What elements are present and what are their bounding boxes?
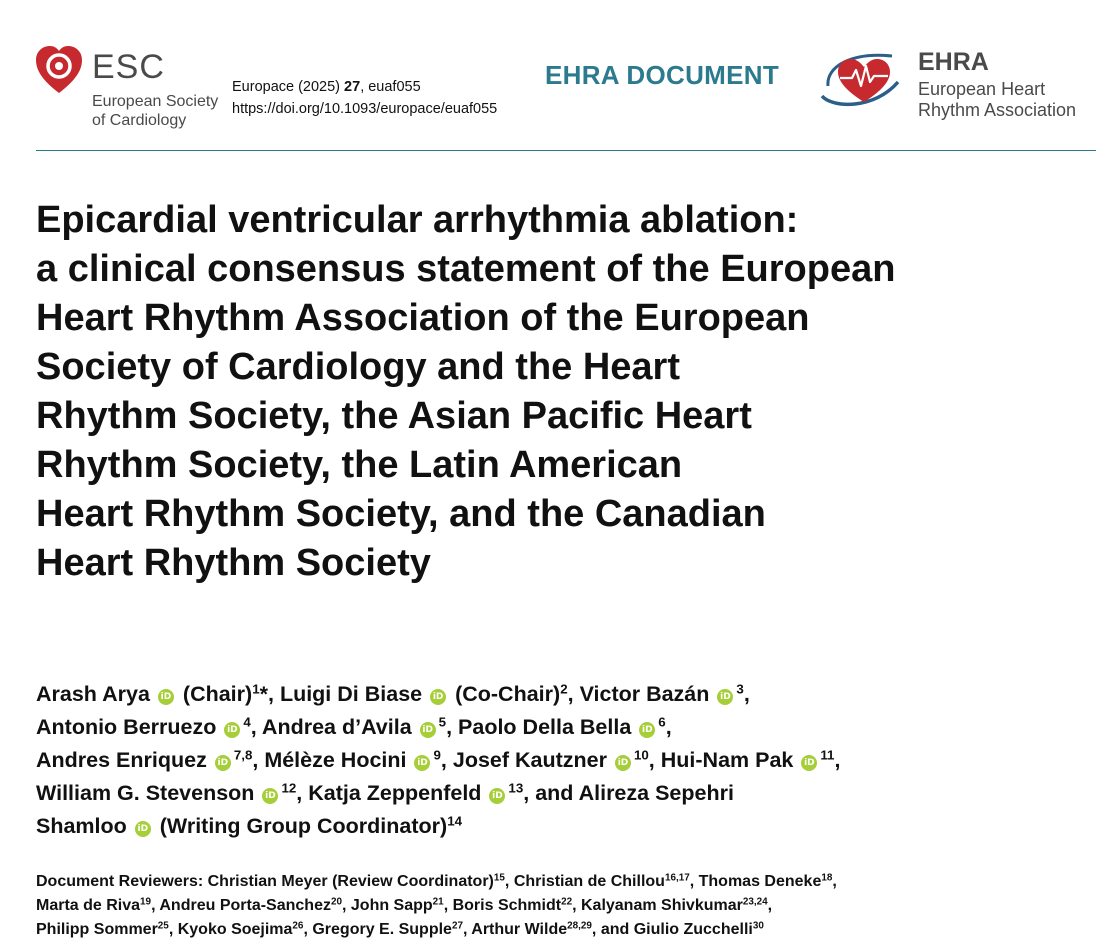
title-line: Heart Rhythm Society: [36, 542, 431, 584]
author-name: Andres Enriquez: [36, 748, 207, 772]
reviewer-separator: ,: [443, 897, 453, 914]
esc-heart-logo-icon: [34, 44, 84, 96]
affiliation-number: 2: [560, 681, 568, 697]
author-name: Arash Arya: [36, 682, 150, 706]
reviewer-separator: ,: [462, 921, 472, 938]
author-line: [36, 678, 1101, 711]
article-title: [36, 196, 1101, 588]
reviewer-line: [36, 894, 1101, 918]
author-separator: ,: [250, 715, 262, 739]
reviewer-name: Giulio Zucchelli: [633, 921, 753, 938]
affiliation-number: 25: [157, 920, 169, 932]
affiliation-number: 16,17: [664, 872, 690, 884]
affiliation-number: 15: [493, 872, 505, 884]
author-name: Mélèze Hocini: [264, 748, 407, 772]
author-line: [36, 810, 1101, 843]
document-reviewers: [36, 870, 1101, 942]
author-name: William G. Stevenson: [36, 781, 255, 805]
author-separator: ,: [446, 715, 459, 739]
reviewer-name: Gregory E. Supple: [312, 921, 452, 938]
author-name: Katja Zeppenfeld: [308, 781, 482, 805]
orcid-icon[interactable]: iD: [430, 689, 446, 705]
author-separator: ,: [296, 781, 309, 805]
reviewer-name: Christian de Chillou: [513, 873, 665, 890]
author-name: Hui-Nam Pak: [660, 748, 794, 772]
affiliation-number: 12: [281, 780, 297, 796]
journal-citation: [232, 76, 497, 120]
reviewer-line: [36, 918, 1101, 942]
author-name: Andrea d’Avila: [261, 715, 412, 739]
orcid-icon[interactable]: iD: [489, 788, 505, 804]
reviewer-name: Boris Schmidt: [452, 897, 562, 914]
affiliation-number: 22: [561, 896, 573, 908]
reviewer-name: Thomas Deneke: [698, 873, 822, 890]
author-separator: ,: [648, 748, 661, 772]
ehra-heart-logo-icon: [818, 48, 910, 112]
reviewer-separator: ,: [689, 873, 699, 890]
reviewer-separator: ,: [832, 873, 837, 890]
orcid-icon[interactable]: iD: [215, 755, 231, 771]
reviewer-name: Philipp Sommer: [36, 921, 158, 938]
author-name: Josef Kautzner: [452, 748, 607, 772]
author-role: (Writing Group Coordinator): [159, 814, 448, 838]
reviewers-label: Document Reviewers:: [36, 873, 208, 890]
header-divider: [36, 150, 1096, 151]
esc-wordmark: ESC: [92, 48, 165, 86]
author-separator: ,: [440, 748, 453, 772]
affiliation-number: 6: [658, 714, 666, 730]
reviewer-separator: ,: [303, 921, 313, 938]
author-name: Antonio Berruezo: [36, 715, 217, 739]
author-separator: ,: [834, 748, 841, 772]
doi-link[interactable]: https://doi.org/10.1093/europace/euaf055: [232, 101, 498, 117]
orcid-icon[interactable]: iD: [224, 722, 240, 738]
affiliation-number: 21: [432, 896, 444, 908]
orcid-icon[interactable]: iD: [420, 722, 436, 738]
affiliation-number: 20: [330, 896, 342, 908]
affiliation-number: 26: [292, 920, 304, 932]
affiliation-number: 13: [508, 780, 524, 796]
title-line: Rhythm Society, the Latin American: [36, 444, 683, 486]
title-line: a clinical consensus statement of the European: [36, 248, 896, 290]
affiliation-number: 23,24: [742, 896, 768, 908]
corresponding-mark: *: [259, 682, 268, 706]
ehra-full-name: European Heart Rhythm Association: [918, 79, 1077, 120]
affiliation-number: 11: [820, 747, 835, 763]
author-name: Shamloo: [36, 814, 127, 838]
reviewer-line: [36, 870, 1101, 894]
reviewer-name: Andreu Porta-Sanchez: [159, 897, 331, 914]
orcid-icon[interactable]: iD: [262, 788, 278, 804]
reviewer-separator: ,: [572, 897, 581, 914]
reviewer-separator: , and: [591, 921, 634, 938]
author-separator: , and Alireza Sepehri: [523, 781, 734, 805]
reviewer-name: Christian Meyer (Review Coordinator): [207, 873, 494, 890]
orcid-icon[interactable]: iD: [639, 722, 655, 738]
author-list: [36, 678, 1101, 843]
journal-issue: Europace (2025) 27, euaf055: [232, 79, 421, 95]
author-line: [36, 744, 1101, 777]
reviewer-name: John Sapp: [350, 897, 433, 914]
affiliation-number: 19: [140, 896, 152, 908]
orcid-icon[interactable]: iD: [615, 755, 631, 771]
title-line: Heart Rhythm Association of the European: [36, 297, 810, 339]
orcid-icon[interactable]: iD: [135, 821, 151, 837]
affiliation-number: 1: [252, 681, 260, 697]
author-role: (Co-Chair): [455, 682, 561, 706]
affiliation-number: 27: [451, 920, 463, 932]
affiliation-number: 4: [243, 714, 251, 730]
author-line: [36, 777, 1101, 810]
orcid-icon[interactable]: iD: [158, 689, 174, 705]
title-line: Society of Cardiology and the Heart: [36, 346, 680, 388]
reviewer-name: Arthur Wilde: [471, 921, 568, 938]
title-line: Heart Rhythm Society, and the Canadian: [36, 493, 766, 535]
affiliation-number: 7,8: [233, 747, 253, 763]
author-name: Victor Bazán: [579, 682, 710, 706]
reviewer-separator: ,: [767, 897, 773, 914]
author-separator: ,: [743, 682, 750, 706]
author-name: Luigi Di Biase: [279, 682, 423, 706]
title-line: Rhythm Society, the Asian Pacific Heart: [36, 395, 752, 437]
affiliation-number: 3: [736, 681, 744, 697]
reviewer-separator: ,: [342, 897, 351, 914]
document-type-label: EHRA DOCUMENT: [545, 60, 780, 90]
affiliation-number: 9: [433, 747, 441, 763]
affiliation-number: 5: [438, 714, 447, 730]
reviewer-separator: ,: [504, 873, 514, 890]
affiliation-number: 10: [633, 747, 649, 763]
reviewer-name: Kyoko Soejima: [177, 921, 293, 938]
reviewer-name: Marta de Riva: [36, 897, 141, 914]
orcid-icon[interactable]: iD: [801, 755, 817, 771]
author-separator: ,: [267, 682, 280, 706]
orcid-icon[interactable]: iD: [414, 755, 430, 771]
author-separator: ,: [567, 682, 580, 706]
esc-full-name: European Society of Cardiology: [92, 93, 219, 129]
author-separator: ,: [252, 748, 265, 772]
reviewer-separator: ,: [151, 897, 160, 914]
author-role: (Chair): [182, 682, 253, 706]
journal-header: [0, 0, 1106, 150]
affiliation-number: 28,29: [567, 920, 592, 932]
reviewer-separator: ,: [168, 921, 178, 938]
affiliation-number: 14: [447, 813, 463, 829]
affiliation-number: 18: [821, 872, 833, 884]
author-separator: ,: [665, 715, 672, 739]
author-name: Paolo Della Bella: [458, 715, 632, 739]
author-line: [36, 711, 1101, 744]
title-line: Epicardial ventricular arrhythmia ablation:: [36, 199, 799, 241]
ehra-wordmark: EHRA: [918, 48, 989, 76]
orcid-icon[interactable]: iD: [717, 689, 733, 705]
reviewer-name: Kalyanam Shivkumar: [580, 897, 743, 914]
affiliation-number: 30: [752, 920, 764, 932]
